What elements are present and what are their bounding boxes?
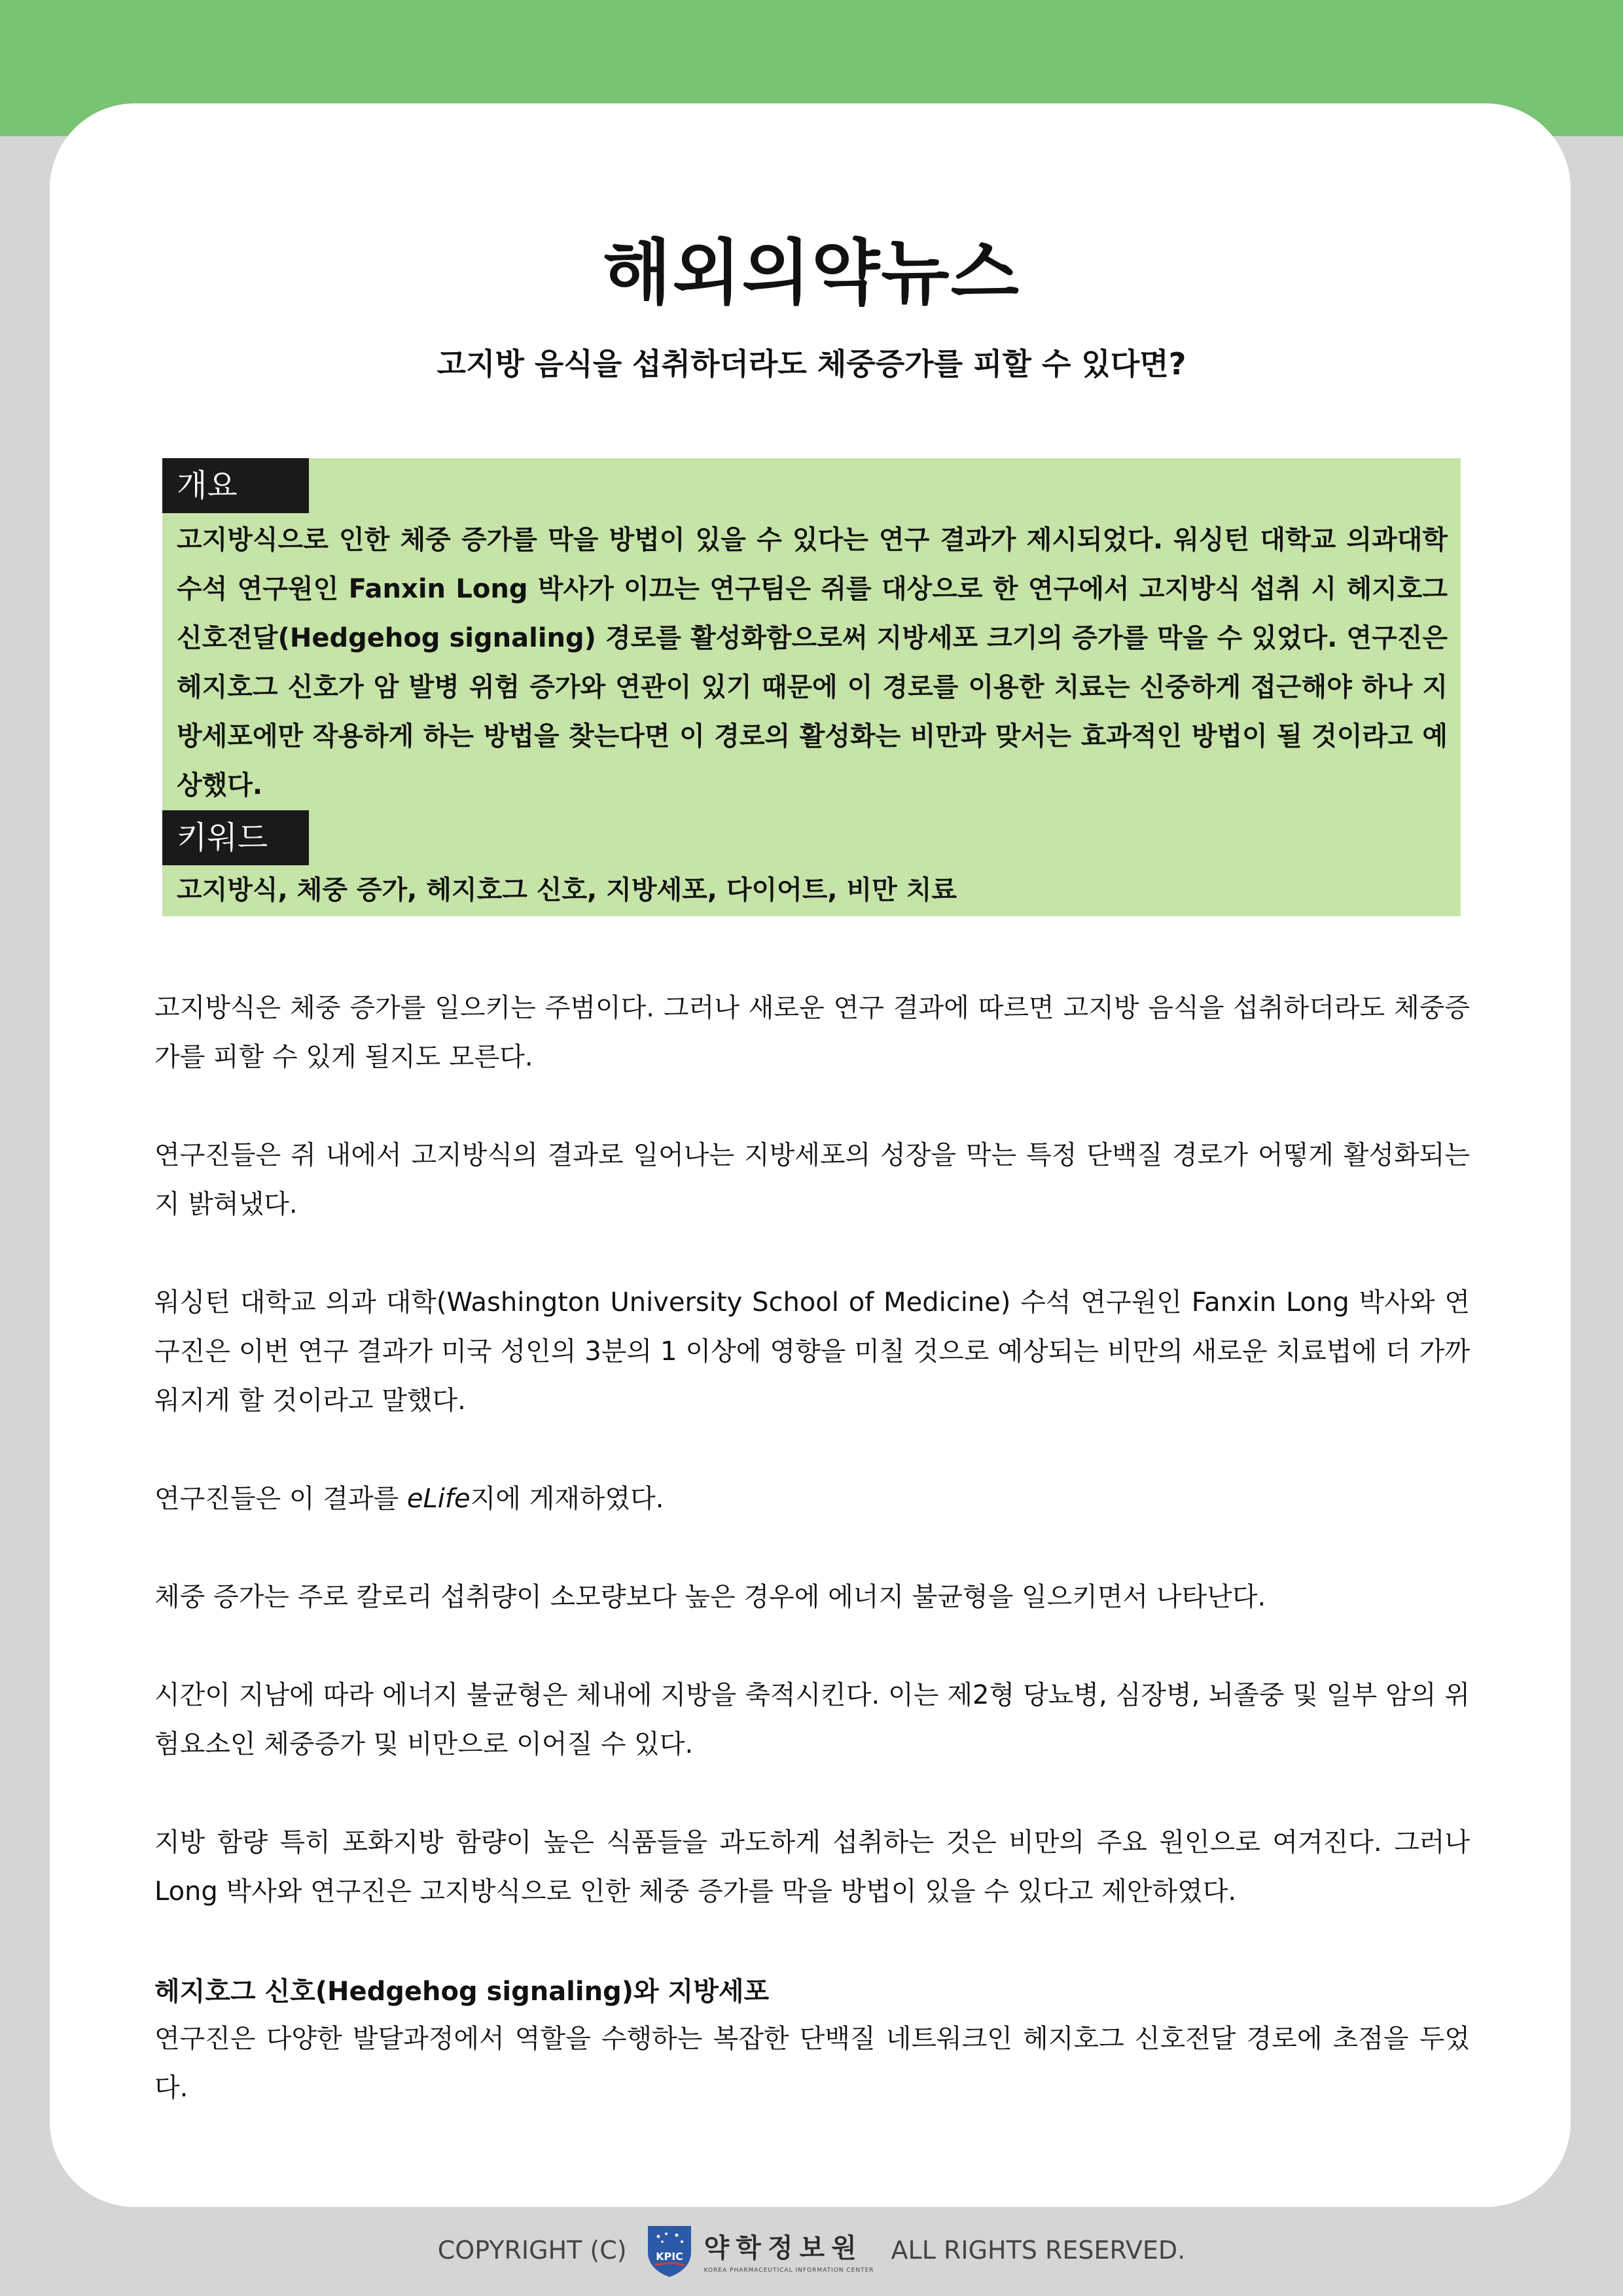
section-heading: 헤지호그 신호(Hedgehog signaling)와 지방세포 [154,1977,770,2007]
keywords-text: 고지방식, 체중 증가, 헤지호그 신호, 지방세포, 다이어트, 비만 치료 [177,875,957,905]
logo-badge-text: KPIC [655,2250,683,2263]
journal-sentence-end: 지에 게재하였다. [470,1484,664,1514]
journal-sentence-start: 연구진들은 이 결과를 [154,1484,407,1514]
kpic-logo [644,2222,874,2278]
article-headline: 고지방 음식을 섭취하더라도 체중증가를 피할 수 있다면? [437,346,1186,382]
body-paragraph-3: 워싱턴 대학교 의과 대학(Washington University School of Medicine) 수석 연구원인 Fanxin Long 박사와 연구진은 이번 연구 결과가 미국 성인의 3분의 1 이상에 영향을 미칠 것으로 예상되는 비만의 새로운 치료법에 더 가까워지게 할 것이라고 말했다. [154,1287,1470,1416]
overview-text: 고지방식으로 인한 체중 증가를 막을 방법이 있을 수 있다는 연구 결과가 제시되었다. 워싱턴 대학교 의과대학 수석 연구원인 Fanxin Long 박사가 이끄는 연구팀은 쥐를 대상으로 한 연구에서 고지방식 섭취 시 헤지호그 신호전달(Hedgehog signaling) 경로를 활성화함으로써 지방세포 크기의 증가를 막을 수 있었다. 연구진은 헤지호그 신호가 암 발병 위험 증가와 연관이 있기 때문에 이 경로를 이용한 치료는 신중하게 접근해야 하나 지방세포에만 작용하게 하는 방법을 찾는다면 이 경로의 활성화는 비만과 맞서는 효과적인 방법이 될 것이라고 예상했다. [177,525,1448,800]
body-paragraph-6: 시간이 지남에 따라 에너지 불균형은 체내에 지방을 축적시킨다. 이는 제2형 당뇨병, 심장병, 뇌졸중 및 일부 암의 위험요소인 체중증가 및 비만으로 이어질 수 있다. [154,1680,1470,1759]
keywords-label: 키워드 [162,810,309,865]
body-paragraph-2: 연구진들은 쥐 내에서 고지방식의 결과로 일어나는 지방세포의 성장을 막는 특정 단백질 경로가 어떻게 활성화되는지 밝혀냈다. [154,1140,1470,1219]
body-paragraph-5: 체중 증가는 주로 칼로리 섭취량이 소모량보다 높은 경우에 에너지 불균형을 일으키면서 나타난다. [154,1582,1266,1612]
footer [0,2224,1623,2276]
overview-label: 개요 [162,458,309,513]
page-title: 해외의약뉴스 [603,232,1020,314]
summary-box [162,458,1461,916]
kpic-shield-icon [644,2222,695,2278]
body-paragraph-8: 연구진은 다양한 발달과정에서 역할을 수행하는 복잡한 단백질 네트워크인 헤지호그 신호전달 경로에 초점을 두었다. [154,2024,1470,2103]
body-paragraph-1: 고지방식은 체중 증가를 일으키는 주범이다. 그러나 새로운 연구 결과에 따르면 고지방 음식을 섭취하더라도 체중증가를 피할 수 있게 될지도 모른다. [154,993,1470,1072]
journal-name: eLife [406,1484,471,1514]
logo-wordmark: 약학정보원 [704,2233,863,2263]
copyright-right: ALL RIGHTS RESERVED. [891,2236,1186,2265]
body-paragraph-7: 지방 함량 특히 포화지방 함량이 높은 식품들을 과도하게 섭취하는 것은 비만의 주요 원인으로 여겨진다. 그러나 Long 박사와 연구진은 고지방식으로 인한 체중 증가를 막을 방법이 있을 수 있다고 제안하였다. [154,1827,1470,1907]
copyright-left: COPYRIGHT (C) [437,2236,627,2265]
logo-subtext: KOREA PHARMACEUTICAL INFORMATION CENTER [704,2267,874,2274]
body-paragraph-4 [154,1475,1470,1524]
